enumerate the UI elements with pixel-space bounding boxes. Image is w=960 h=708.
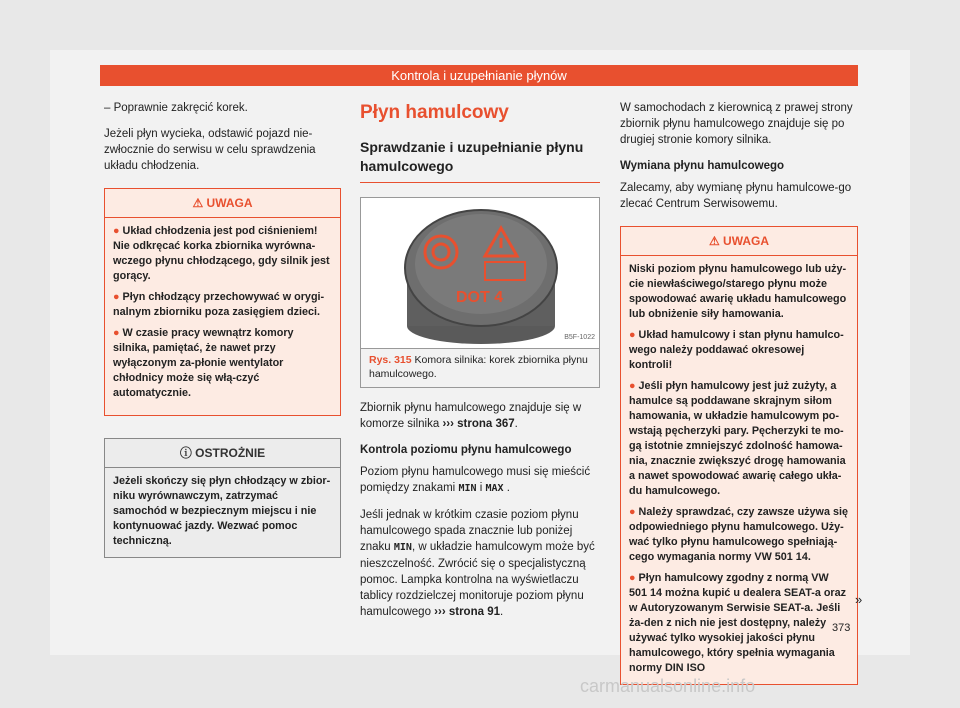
- paragraph-level: Poziom płynu hamulcowego musi się mieścić pomiędzy znakami MIN i MAX .: [360, 466, 591, 494]
- cap-dot-label: DOT 4: [456, 289, 504, 306]
- bullet-icon: ●: [629, 380, 639, 392]
- warning-item: ● Układ hamulcowy i stan płynu hamulco-wego należy poddawać okresowej kontroli!: [629, 329, 844, 371]
- brake-fluid-cap-image: [361, 198, 599, 348]
- warning-item: ● W czasie pracy wewnątrz komory silnika, pamiętać, że nawet przy wyłączonym za-płonie wentylator chłodnicy może się włą-czyć automatycznie.: [113, 327, 294, 399]
- warning-item: ● Jeśli płyn hamulcowy jest już zużyty, a hamulce są poddawane skrajnym siłom hamowania, w układzie hamulcowym po-wstają pęcherzyki pary. Pęcherzyki te mo-gą istotnie zmniejszyć zdolność hamowa-nia, znacznie zwiększyć drogę hamowania a nawet spowodować awarię całego ukła-du hamulcowego.: [629, 380, 846, 497]
- warning-item: ● Należy sprawdzać, czy zawsze używa się odpowiedniego płynu hamulcowego. Uży-wać tylko płynu hamulcowego spełniają-cego wymagania normy VW 501 14.: [629, 506, 848, 563]
- warning-header: [105, 189, 340, 218]
- warning-item: ● Płyn chłodzący przechowywać w orygi-nalnym zbiorniku poza zasięgiem dzieci.: [113, 291, 325, 318]
- column-right: [620, 100, 858, 685]
- warning-item: ● Płyn hamulcowy zgodny z normą VW 501 14 można kupić u dealera SEAT-a oraz w Autoryzowanym Serwisie SEAT-a. Jeśli ża-den z nich nie jest dostępny, należy używać tylko wysokiej jakości płynu hamulcowego, który spełnia wymagania normy DIN ISO: [629, 572, 847, 674]
- max-mark: MAX: [485, 483, 504, 494]
- info-circle-icon: ⓘ: [179, 446, 192, 460]
- warning-triangle-icon: ⚠: [192, 196, 204, 210]
- figure-label: Rys. 315: [369, 354, 412, 366]
- paragraph-leak: Jeżeli płyn wycieka, odstawić pojazd nie-zwłocznie do serwisu w celu sprawdzenia układu chłodzenia.: [104, 128, 316, 172]
- warning-title: UWAGA: [206, 196, 253, 210]
- watermark: carmanualsonline.info: [580, 676, 756, 696]
- column-left: [104, 100, 341, 558]
- paragraph-leak-warning: Jeśli jednak w krótkim czasie poziom płynu hamulcowego spada znacznie lub poniżej znaku MIN, w układzie hamulcowym może być nieszczelność. Zwrócić się o specjalistyczną pomoc. Lampka kontrolna na wyświetlaczu tablicy rozdzielczej monitoruje poziom płynu hamulcowego ››› strona 91.: [360, 509, 595, 618]
- caution-header: [105, 439, 340, 468]
- figure-code: B5F-1022: [564, 334, 595, 341]
- min-mark: MIN: [458, 483, 477, 494]
- warning-box-coolant: [104, 188, 341, 416]
- section-title: Płyn hamulcowy: [360, 102, 509, 123]
- page-link-91[interactable]: ››› strona 91: [434, 606, 500, 618]
- paragraph-rhd: W samochodach z kierownicą z prawej strony zbiornik płynu hamulcowego znajduje się po drugiej stronie komory silnika.: [620, 102, 853, 146]
- warning-box-brake: [620, 226, 858, 685]
- warning-body: [621, 256, 857, 684]
- bullet-icon: ●: [629, 572, 639, 584]
- bullet-icon: ●: [629, 329, 639, 341]
- min-mark: MIN: [393, 542, 412, 553]
- warning-header: [621, 227, 857, 256]
- warning-intro: Niski poziom płynu hamulcowego lub uży-cie niewłaściwego/starego płynu może spowodować awarię układu hamulcowego lub obniżenie siły hamowania.: [629, 263, 847, 320]
- figure-caption: [360, 349, 600, 388]
- section-subtitle: Sprawdzanie i uzupełnianie płynu hamulcowego: [360, 138, 600, 183]
- subheading-replacement: Wymiana płynu hamulcowego: [620, 160, 785, 172]
- warning-title: UWAGA: [723, 234, 770, 248]
- figure-caption-text: Komora silnika: korek zbiornika płynu hamulcowego.: [369, 354, 588, 380]
- continue-arrow-icon: »: [855, 592, 863, 607]
- subheading-level-check: Kontrola poziomu płynu hamulcowego: [360, 444, 572, 456]
- caution-box: [104, 438, 341, 558]
- step-text: – Poprawnie zakręcić korek.: [104, 102, 248, 114]
- bullet-icon: ●: [629, 506, 639, 518]
- warning-body: [105, 218, 340, 415]
- column-middle: [360, 100, 600, 630]
- figure-brake-cap: [360, 197, 600, 349]
- warning-item: ● Układ chłodzenia jest pod ciśnieniem! Nie odkręcać korka zbiornika wyrówna-wczego płynu chłodzącego, gdy silnik jest gorący.: [113, 225, 330, 282]
- paragraph-replacement: Zalecamy, aby wymianę płynu hamulcowe-go zlecać Centrum Serwisowemu.: [620, 182, 852, 210]
- chapter-header: Kontrola i uzupełnianie płynów: [100, 65, 858, 86]
- caution-body: [105, 468, 340, 557]
- caution-text: Jeżeli skończy się płyn chłodzący w zbior-niku wyrównawczym, zatrzymać samochód w bezpiecznym miejscu i nie kontynuować jazdy. Wezwać pomoc techniczną.: [113, 475, 331, 547]
- paragraph-location: Zbiornik płynu hamulcowego znajduje się w komorze silnika ››› strona 367.: [360, 402, 582, 430]
- bullet-icon: ●: [113, 225, 123, 237]
- page-link-367[interactable]: ››› strona 367: [442, 418, 515, 430]
- bullet-icon: ●: [113, 327, 123, 339]
- page-number: 373: [832, 622, 851, 634]
- bullet-icon: ●: [113, 291, 123, 303]
- warning-triangle-icon: ⚠: [708, 234, 720, 248]
- caution-title: OSTROŻNIE: [195, 446, 266, 460]
